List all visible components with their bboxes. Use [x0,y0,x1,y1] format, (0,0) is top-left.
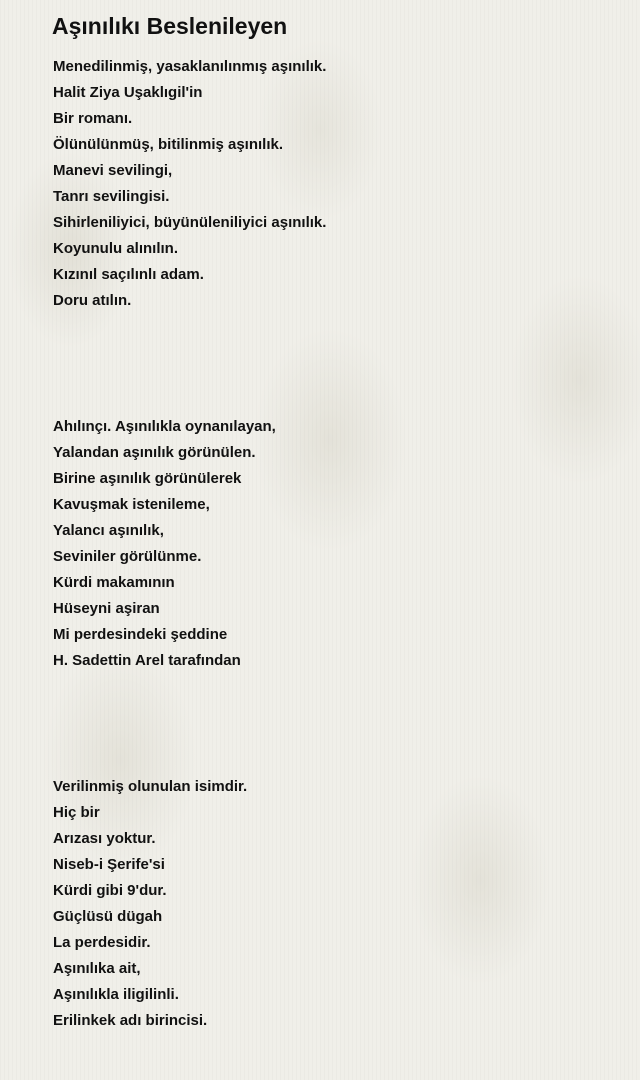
poem-line: Koyunulu alınılın. [53,240,178,257]
poem-line: Halit Ziya Uşaklıgil'in [53,84,203,101]
poem-line: Seviniler görülünme. [53,548,202,565]
poem-line: Ahılınçı. Aşınılıkla oynanılayan, [53,418,276,435]
stanza-3 [53,774,623,1034]
poem-line: Menedilinmiş, yasaklanılınmış aşınılık. [53,58,327,75]
poem-line: Aşınılıkla iligilinli. [53,986,179,1003]
poem-line: Verilinmiş olunulan isimdir. [53,778,248,795]
poem-title: Aşınılıkı Beslenileyen [52,13,288,39]
stanza-1 [53,54,623,314]
poem-line: Kızınıl saçılınlı adam. [53,266,204,283]
poem-line: Arızası yoktur. [53,830,156,847]
stanza-2 [53,414,623,674]
poem-line: Yalancı aşınılık, [53,522,164,539]
poem-line: Manevi sevilingi, [53,162,173,179]
poem-line: Bir romanı. [53,110,133,127]
poem-line: La perdesidir. [53,934,151,951]
poem-line: Güçlüsü dügah [53,908,163,925]
poem-line: Erilinkek adı birincisi. [53,1012,208,1029]
poem-line: Kürdi gibi 9'dur. [53,882,167,899]
poem-line: H. Sadettin Arel tarafından [53,652,241,669]
poem-line: Niseb-i Şerife'si [53,856,165,873]
poem-body [53,54,623,1034]
poem-line: Kavuşmak istenileme, [53,496,210,513]
poem-line: Kürdi makamının [53,574,175,591]
poem-line: Mi perdesindeki şeddine [53,626,228,643]
poem-line: Hiç bir [53,804,100,821]
poem-line: Tanrı sevilingisi. [53,188,170,205]
poem-line: Doru atılın. [53,292,132,309]
poem-line: Ölünülünmüş, bitilinmiş aşınılık. [53,136,284,153]
poem-line: Hüseyni aşiran [53,600,160,617]
poem-line: Birine aşınılık görünülerek [53,470,242,487]
poem-page [53,10,623,1034]
poem-line: Yalandan aşınılık görünülen. [53,444,256,461]
poem-line: Sihirleniliyici, büyünüleniliyici aşınılık. [53,214,327,231]
poem-line: Aşınılıka ait, [53,960,141,977]
